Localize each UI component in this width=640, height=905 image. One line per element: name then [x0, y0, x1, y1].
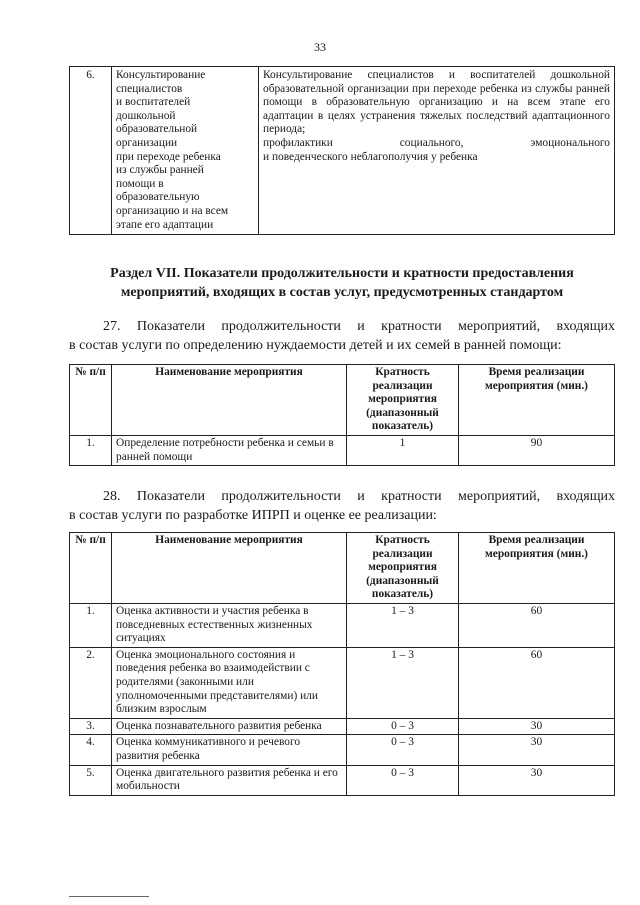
time-value: 30 [459, 718, 615, 735]
header-num: № п/п [70, 533, 112, 604]
name-line: образовательной [116, 123, 198, 136]
header-name: Наименование мероприятия [112, 365, 347, 436]
paragraph-28 [69, 487, 615, 525]
header-freq: Кратность реализации мероприятия (диапазонный показатель) [347, 533, 459, 604]
name-line: этапе его адаптации [116, 218, 214, 231]
name-line: дошкольной [116, 109, 176, 122]
row-number: 6. [70, 67, 112, 235]
name-line: специалистов [116, 82, 183, 95]
table-row [70, 435, 615, 465]
activity-name: Оценка двигательного развития ребенка и его мобильности [112, 765, 347, 795]
time-value: 90 [459, 435, 615, 465]
description-text: и поведенческого неблагополучия у ребенка [263, 150, 478, 163]
header-name: Наименование мероприятия [112, 533, 347, 604]
frequency-value: 0 – 3 [347, 735, 459, 765]
table-row [70, 603, 615, 647]
activity-name [112, 67, 259, 235]
table-header-row [70, 365, 615, 436]
table-row [70, 765, 615, 795]
header-freq: Кратность реализации мероприятия (диапазонный показатель) [347, 365, 459, 436]
frequency-value: 0 – 3 [347, 718, 459, 735]
row-number: 5. [70, 765, 112, 795]
time-value: 60 [459, 647, 615, 718]
table-28 [69, 532, 615, 796]
activity-name: Оценка коммуникативного и речевого развития ребенка [112, 735, 347, 765]
name-line: при переходе ребенка [116, 150, 221, 163]
table-27 [69, 364, 615, 466]
frequency-value: 1 – 3 [347, 603, 459, 647]
activity-name: Оценка активности и участия ребенка в повседневных естественных жизненных ситуациях [112, 603, 347, 647]
name-line: помощи в [116, 177, 164, 190]
row-number: 1. [70, 435, 112, 465]
name-line: организацию и на всем [116, 204, 229, 217]
name-line: и воспитателей [116, 96, 191, 109]
row-number: 2. [70, 647, 112, 718]
paragraph-line: 28. Показатели продолжительности и кратности мероприятий, входящих [103, 489, 615, 504]
activity-name: Оценка эмоционального состояния и поведения ребенка во взаимодействии с родителями (законными или уполномоченными представителями) или близким взрослым [112, 647, 347, 718]
name-line: Консультирование [116, 69, 206, 81]
paragraph-line: в состав услуги по определению нуждаемости детей и их семей в ранней помощи: [69, 338, 562, 353]
header-num: № п/п [70, 365, 112, 436]
frequency-value: 0 – 3 [347, 765, 459, 795]
header-time: Время реализации мероприятия (мин.) [459, 533, 615, 604]
activity-name: Определение потребности ребенка и семьи в ранней помощи [112, 435, 347, 465]
table-row [70, 718, 615, 735]
row-number: 3. [70, 718, 112, 735]
table-header-row [70, 533, 615, 604]
continuation-table [69, 66, 615, 235]
description-text: профилактики социального, эмоционального [263, 136, 610, 149]
name-line: из службы ранней [116, 164, 204, 177]
row-number: 4. [70, 735, 112, 765]
paragraph-27 [69, 317, 615, 355]
activity-description [259, 67, 615, 235]
activity-name: Оценка познавательного развития ребенка [112, 718, 347, 735]
time-value: 60 [459, 603, 615, 647]
time-value: 30 [459, 735, 615, 765]
time-value: 30 [459, 765, 615, 795]
footer-divider [69, 896, 149, 897]
heading-line: Раздел VII. Показатели продолжительности и кратности предоставления [110, 266, 574, 281]
table-row [70, 67, 615, 235]
frequency-value: 1 [347, 435, 459, 465]
table-row [70, 735, 615, 765]
page-number: 33 [314, 40, 326, 54]
name-line: образовательную [116, 191, 200, 204]
header-time: Время реализации мероприятия (мин.) [459, 365, 615, 436]
frequency-value: 1 – 3 [347, 647, 459, 718]
paragraph-line: в состав услуги по разработке ИПРП и оценке ее реализации: [69, 508, 437, 523]
paragraph-line: 27. Показатели продолжительности и кратности мероприятий, входящих [103, 319, 615, 334]
description-text: Консультирование специалистов и воспитателей дошкольной образовательной организации при переходе ребенка из службы ранней помощи в образовательную организацию и на всем этапе его адаптации в целях устранения тяжелых последствий адаптационного периода; [263, 69, 610, 136]
section-heading [69, 264, 615, 302]
row-number: 1. [70, 603, 112, 647]
table-row [70, 647, 615, 718]
name-line: организации [116, 136, 178, 149]
heading-line: мероприятий, входящих в состав услуг, предусмотренных стандартом [120, 285, 564, 300]
